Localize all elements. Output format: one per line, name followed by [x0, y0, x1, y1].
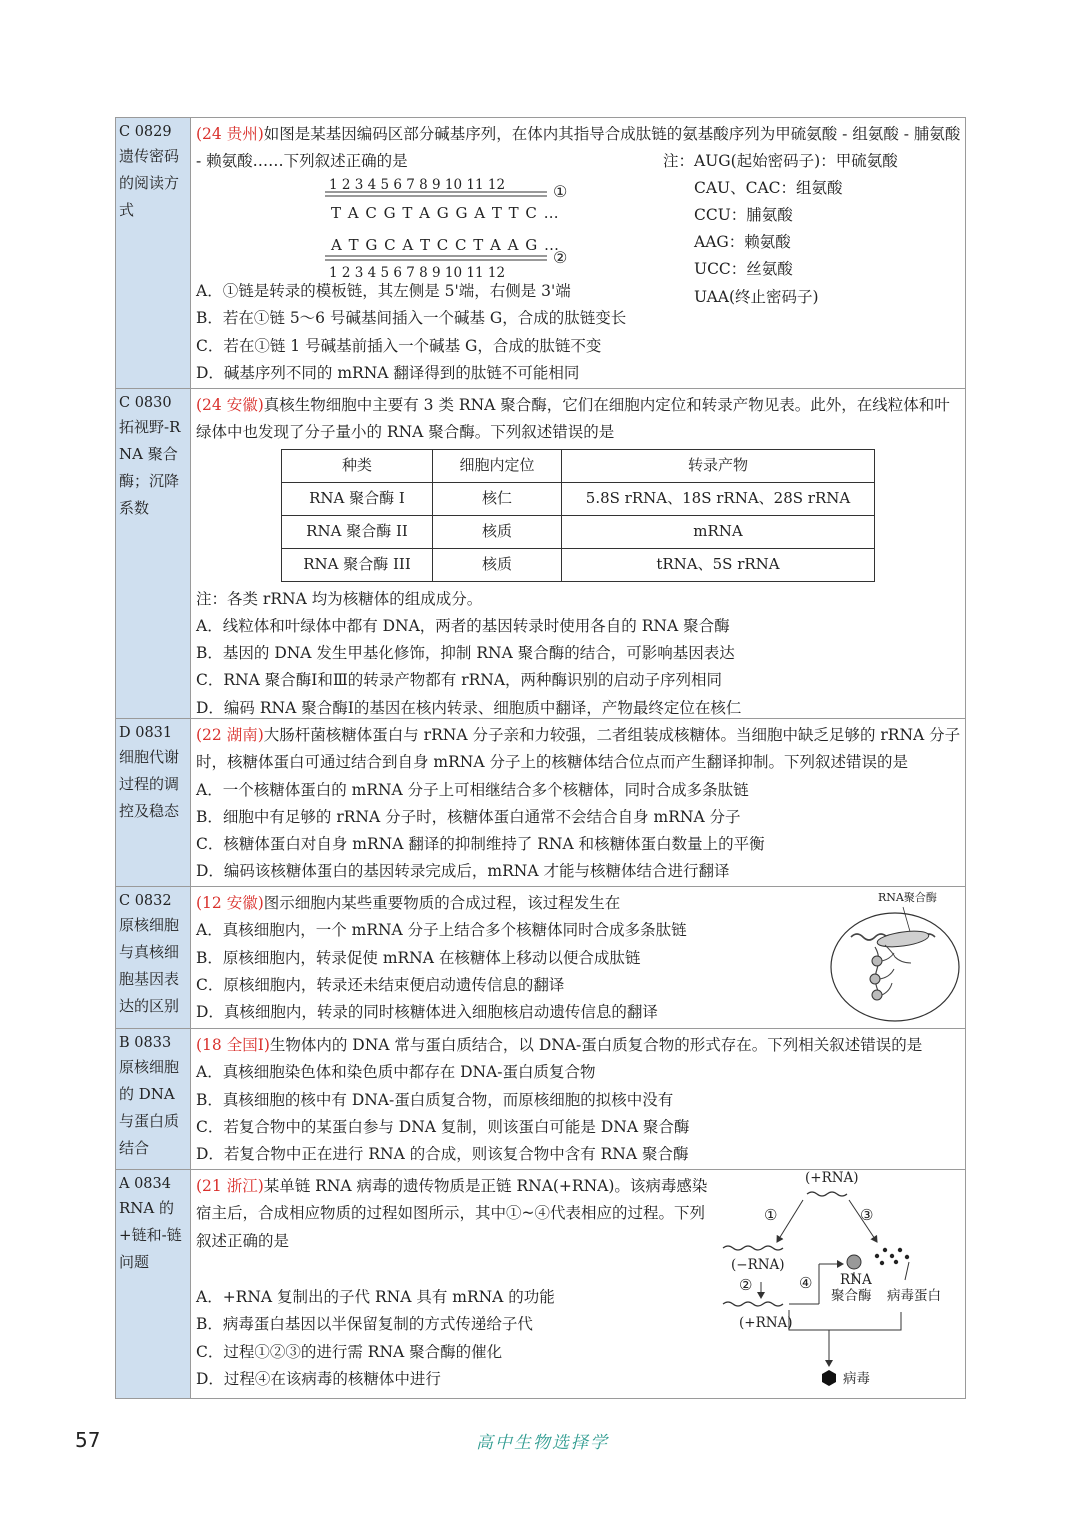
question-body — [191, 1170, 965, 1398]
answer-code: C 0830 — [119, 395, 172, 411]
option-d: D．真核细胞内，转录的同时核糖体进入细胞核启动遗传信息的翻译 — [196, 1003, 658, 1022]
plus-rna-top-label: (+RNA) — [805, 1170, 859, 1186]
answer-code: B 0833 — [119, 1035, 172, 1051]
option-b: B．若在①链 5～6 号碱基间插入一个碱基 G，合成的肽链变长 — [196, 309, 627, 328]
option-d: D．编码 RNA 聚合酶Ⅰ的基因在核内转录、细胞质中翻译，产物最终定位在核仁 — [196, 698, 742, 717]
question-source: (18 全国I) — [196, 1036, 270, 1054]
question-body — [191, 1029, 965, 1169]
table-row — [282, 515, 875, 548]
question-stem — [196, 722, 961, 777]
codon-note: CCU：脯氨酸 — [694, 206, 793, 224]
option-c: C．原核细胞内，转录还未结束便启动遗传信息的翻译 — [196, 975, 565, 994]
step-4-label: ④ — [799, 1274, 813, 1292]
dna-sequence-figure — [321, 172, 581, 280]
step-3-label: ③ — [860, 1206, 874, 1224]
transcription-translation-figure — [823, 891, 963, 1025]
options — [196, 1284, 555, 1393]
question-row — [115, 117, 966, 389]
question-source: (21 浙江) — [196, 1177, 264, 1195]
option-c: C．核糖体蛋白对自身 mRNA 翻译的抑制维持了 RNA 和核糖体蛋白数量上的平衡 — [196, 835, 765, 854]
question-row — [115, 719, 966, 887]
table-cell: RNA 聚合酶 III — [282, 548, 433, 581]
strand-2-label: ② — [553, 248, 568, 267]
question-body — [191, 389, 965, 718]
question-body — [191, 887, 965, 1028]
brand-watermark: 高中生物选择学 — [476, 1433, 609, 1453]
table-header: 细胞内定位 — [433, 449, 562, 482]
answer-sidebar — [116, 389, 191, 718]
option-a: A．①链是转录的模板链，其左侧是 5'端，右侧是 3'端 — [196, 282, 571, 300]
option-b: B．细胞中有足够的 rRNA 分子时，核糖体蛋白通常不会结合自身 mRNA 分子 — [196, 807, 741, 826]
question-source: (24 安徽) — [196, 396, 264, 414]
virus-label: 病毒 — [843, 1371, 870, 1387]
option-a: A．真核细胞染色体和染色质中都存在 DNA-蛋白质复合物 — [196, 1063, 596, 1082]
question-sheet — [115, 117, 966, 1399]
rna-polymerase-label-line2: 聚合酶 — [831, 1288, 872, 1304]
codon-note: AAG：赖氨酸 — [694, 233, 791, 251]
codon-note: CAU、CAC：组氨酸 — [694, 179, 843, 197]
answer-sidebar — [116, 118, 191, 388]
table-row — [282, 548, 875, 581]
answer-sidebar — [116, 719, 191, 886]
answer-code: C 0829 — [119, 124, 172, 140]
option-b: B．病毒蛋白基因以半保留复制的方式传递给子代 — [196, 1315, 533, 1334]
stem-text: 大肠杆菌核糖体蛋白与 rRNA 分子亲和力较强，二者组装成核糖体。当细胞中缺乏足够的 rRNA 分子时，核糖体蛋白可通过结合到自身 mRNA 分子上的核糖体结合位点而产生翻译抑制。下列叙述错误的是 — [196, 726, 961, 772]
position-numbers-bottom: 1 2 3 4 5 6 7 8 9 10 11 12 — [329, 265, 506, 281]
stem-text: 生物体内的 DNA 常与蛋白质结合，以 DNA-蛋白质复合物的形式存在。下列相关叙述错误的是 — [269, 1036, 923, 1054]
question-row — [115, 887, 966, 1029]
position-numbers-top: 1 2 3 4 5 6 7 8 9 10 11 12 — [329, 177, 506, 193]
plus-rna-bottom-label: (+RNA) — [739, 1315, 793, 1331]
question-stem — [196, 392, 961, 447]
topic-label: 原核细胞与真核细胞基因表达的区别 — [119, 916, 180, 1015]
question-stem — [196, 1173, 711, 1255]
option-b: B．原核细胞内，转录促使 mRNA 在核糖体上移动以便合成肽链 — [196, 948, 641, 967]
question-row — [115, 1029, 966, 1170]
option-a: A．真核细胞内，一个 mRNA 分子上结合多个核糖体同时合成多条肽链 — [196, 921, 687, 940]
answer-sidebar — [116, 887, 191, 1028]
step-1-label: ① — [764, 1206, 778, 1224]
stem-text: 某单链 RNA 病毒的遗传物质是正链 RNA(+RNA)。该病毒感染宿主后，合成相应物质的过程如图所示，其中①~④代表相应的过程。下列叙述正确的是 — [196, 1177, 708, 1250]
rna-polymerase-table — [281, 449, 875, 582]
option-c: C．过程①②③的进行需 RNA 聚合酶的催化 — [196, 1342, 503, 1361]
strand-2-bases: A T G C A T C C T A A G … — [331, 236, 560, 254]
table-cell: mRNA — [562, 515, 875, 548]
question-stem — [196, 1032, 961, 1059]
question-row — [115, 1170, 966, 1399]
topic-label: 拓视野-RNA 聚合酶；沉降系数 — [119, 418, 181, 517]
question-row — [115, 389, 966, 719]
options — [196, 278, 626, 387]
question-body — [191, 118, 965, 388]
question-stem — [196, 121, 961, 176]
option-c: C．若在①链 1 号碱基前插入一个碱基 G，合成的肽链不变 — [196, 336, 602, 355]
option-d: D．若复合物中正在进行 RNA 的合成，则该复合物中含有 RNA 聚合酶 — [196, 1145, 689, 1164]
codon-note: UAA(终止密码子) — [694, 288, 819, 306]
replication-diagram — [719, 1170, 959, 1396]
stem-text: 如图是某基因编码区部分碱基序列，在体内其指导合成肽链的氨基酸序列为甲硫氨酸 - 组氨酸 - 脯氨酸 - 赖氨酸……下列叙述正确的是 — [196, 125, 961, 171]
topic-label: RNA 的+链和-链问题 — [119, 1199, 182, 1271]
answer-code: C 0832 — [119, 893, 172, 909]
option-d: D．碱基序列不同的 mRNA 翻译得到的肽链不可能相同 — [196, 363, 580, 382]
answer-code: D 0831 — [119, 725, 173, 741]
topic-label: 原核细胞的 DNA 与蛋白质结合 — [119, 1058, 180, 1157]
cell-diagram — [823, 891, 963, 1025]
table-cell: 核质 — [433, 548, 562, 581]
question-source: (22 湖南) — [196, 726, 264, 744]
question-source: (24 贵州) — [196, 125, 264, 143]
table-row — [282, 482, 875, 515]
option-a: A．一个核糖体蛋白的 mRNA 分子上可相继结合多个核糖体，同时合成多条肽链 — [196, 780, 749, 799]
step-2-label: ② — [739, 1276, 753, 1294]
codon-note: UCC：丝氨酸 — [694, 260, 793, 278]
stem-text: 真核生物细胞中主要有 3 类 RNA 聚合酶，它们在细胞内定位和转录产物见表。此外，在线粒体和叶绿体中也发现了分子量小的 RNA 聚合酶。下列叙述错误的是 — [196, 396, 950, 442]
table-header: 转录产物 — [562, 449, 875, 482]
table-cell: RNA 聚合酶 I — [282, 482, 433, 515]
codon-note: 注：AUG(起始密码子)：甲硫氨酸 — [663, 152, 898, 170]
table-note: 注：各类 rRNA 均为核糖体的组成成分。 — [196, 589, 483, 608]
table-cell: tRNA、5S rRNA — [562, 548, 875, 581]
option-d: D．编码该核糖体蛋白的基因转录完成后，mRNA 才能与核糖体结合进行翻译 — [196, 862, 730, 881]
option-a: A．+RNA 复制出的子代 RNA 具有 mRNA 的功能 — [196, 1288, 555, 1306]
option-b: B．真核细胞的核中有 DNA-蛋白质复合物，而原核细胞的拟核中没有 — [196, 1090, 674, 1109]
viral-protein-label: 病毒蛋白 — [887, 1288, 941, 1304]
table-cell: 核质 — [433, 515, 562, 548]
option-c: C．若复合物中的某蛋白参与 DNA 复制，则该蛋白可能是 DNA 聚合酶 — [196, 1117, 690, 1136]
table-header: 种类 — [282, 449, 433, 482]
answer-sidebar — [116, 1029, 191, 1169]
page-number: 57 — [75, 1428, 101, 1452]
virus-replication-figure — [719, 1170, 959, 1396]
figure-label: RNA聚合酶 — [878, 891, 937, 904]
option-b: B．基因的 DNA 发生甲基化修饰，抑制 RNA 聚合酶的结合，可影响基因表达 — [196, 644, 735, 663]
topic-label: 细胞代谢过程的调控及稳态 — [119, 748, 180, 820]
table-cell: 5.8S rRNA、18S rRNA、28S rRNA — [562, 482, 875, 515]
option-c: C．RNA 聚合酶Ⅰ和Ⅲ的转录产物都有 rRNA，两种酶识别的启动子序列相同 — [196, 671, 723, 690]
question-source: (12 安徽) — [196, 894, 264, 912]
table-cell: 核仁 — [433, 482, 562, 515]
topic-label: 遗传密码的阅读方式 — [119, 147, 180, 219]
rna-polymerase-label-line1: RNA — [840, 1272, 872, 1288]
answer-sidebar — [116, 1170, 191, 1398]
option-a: A．线粒体和叶绿体中都有 DNA，两者的基因转录时使用各自的 RNA 聚合酶 — [196, 616, 730, 635]
option-d: D．过程④在该病毒的核糖体中进行 — [196, 1369, 441, 1388]
strand-1-label: ① — [553, 182, 568, 201]
answer-code: A 0834 — [119, 1176, 171, 1192]
strand-1-bases: T A C G T A G G A T T C … — [331, 204, 560, 222]
question-body — [191, 719, 965, 886]
minus-rna-label: (−RNA) — [731, 1257, 785, 1273]
stem-text: 图示细胞内某些重要物质的合成过程，该过程发生在 — [263, 894, 621, 912]
table-cell: RNA 聚合酶 II — [282, 515, 433, 548]
table-header-row — [282, 449, 875, 482]
